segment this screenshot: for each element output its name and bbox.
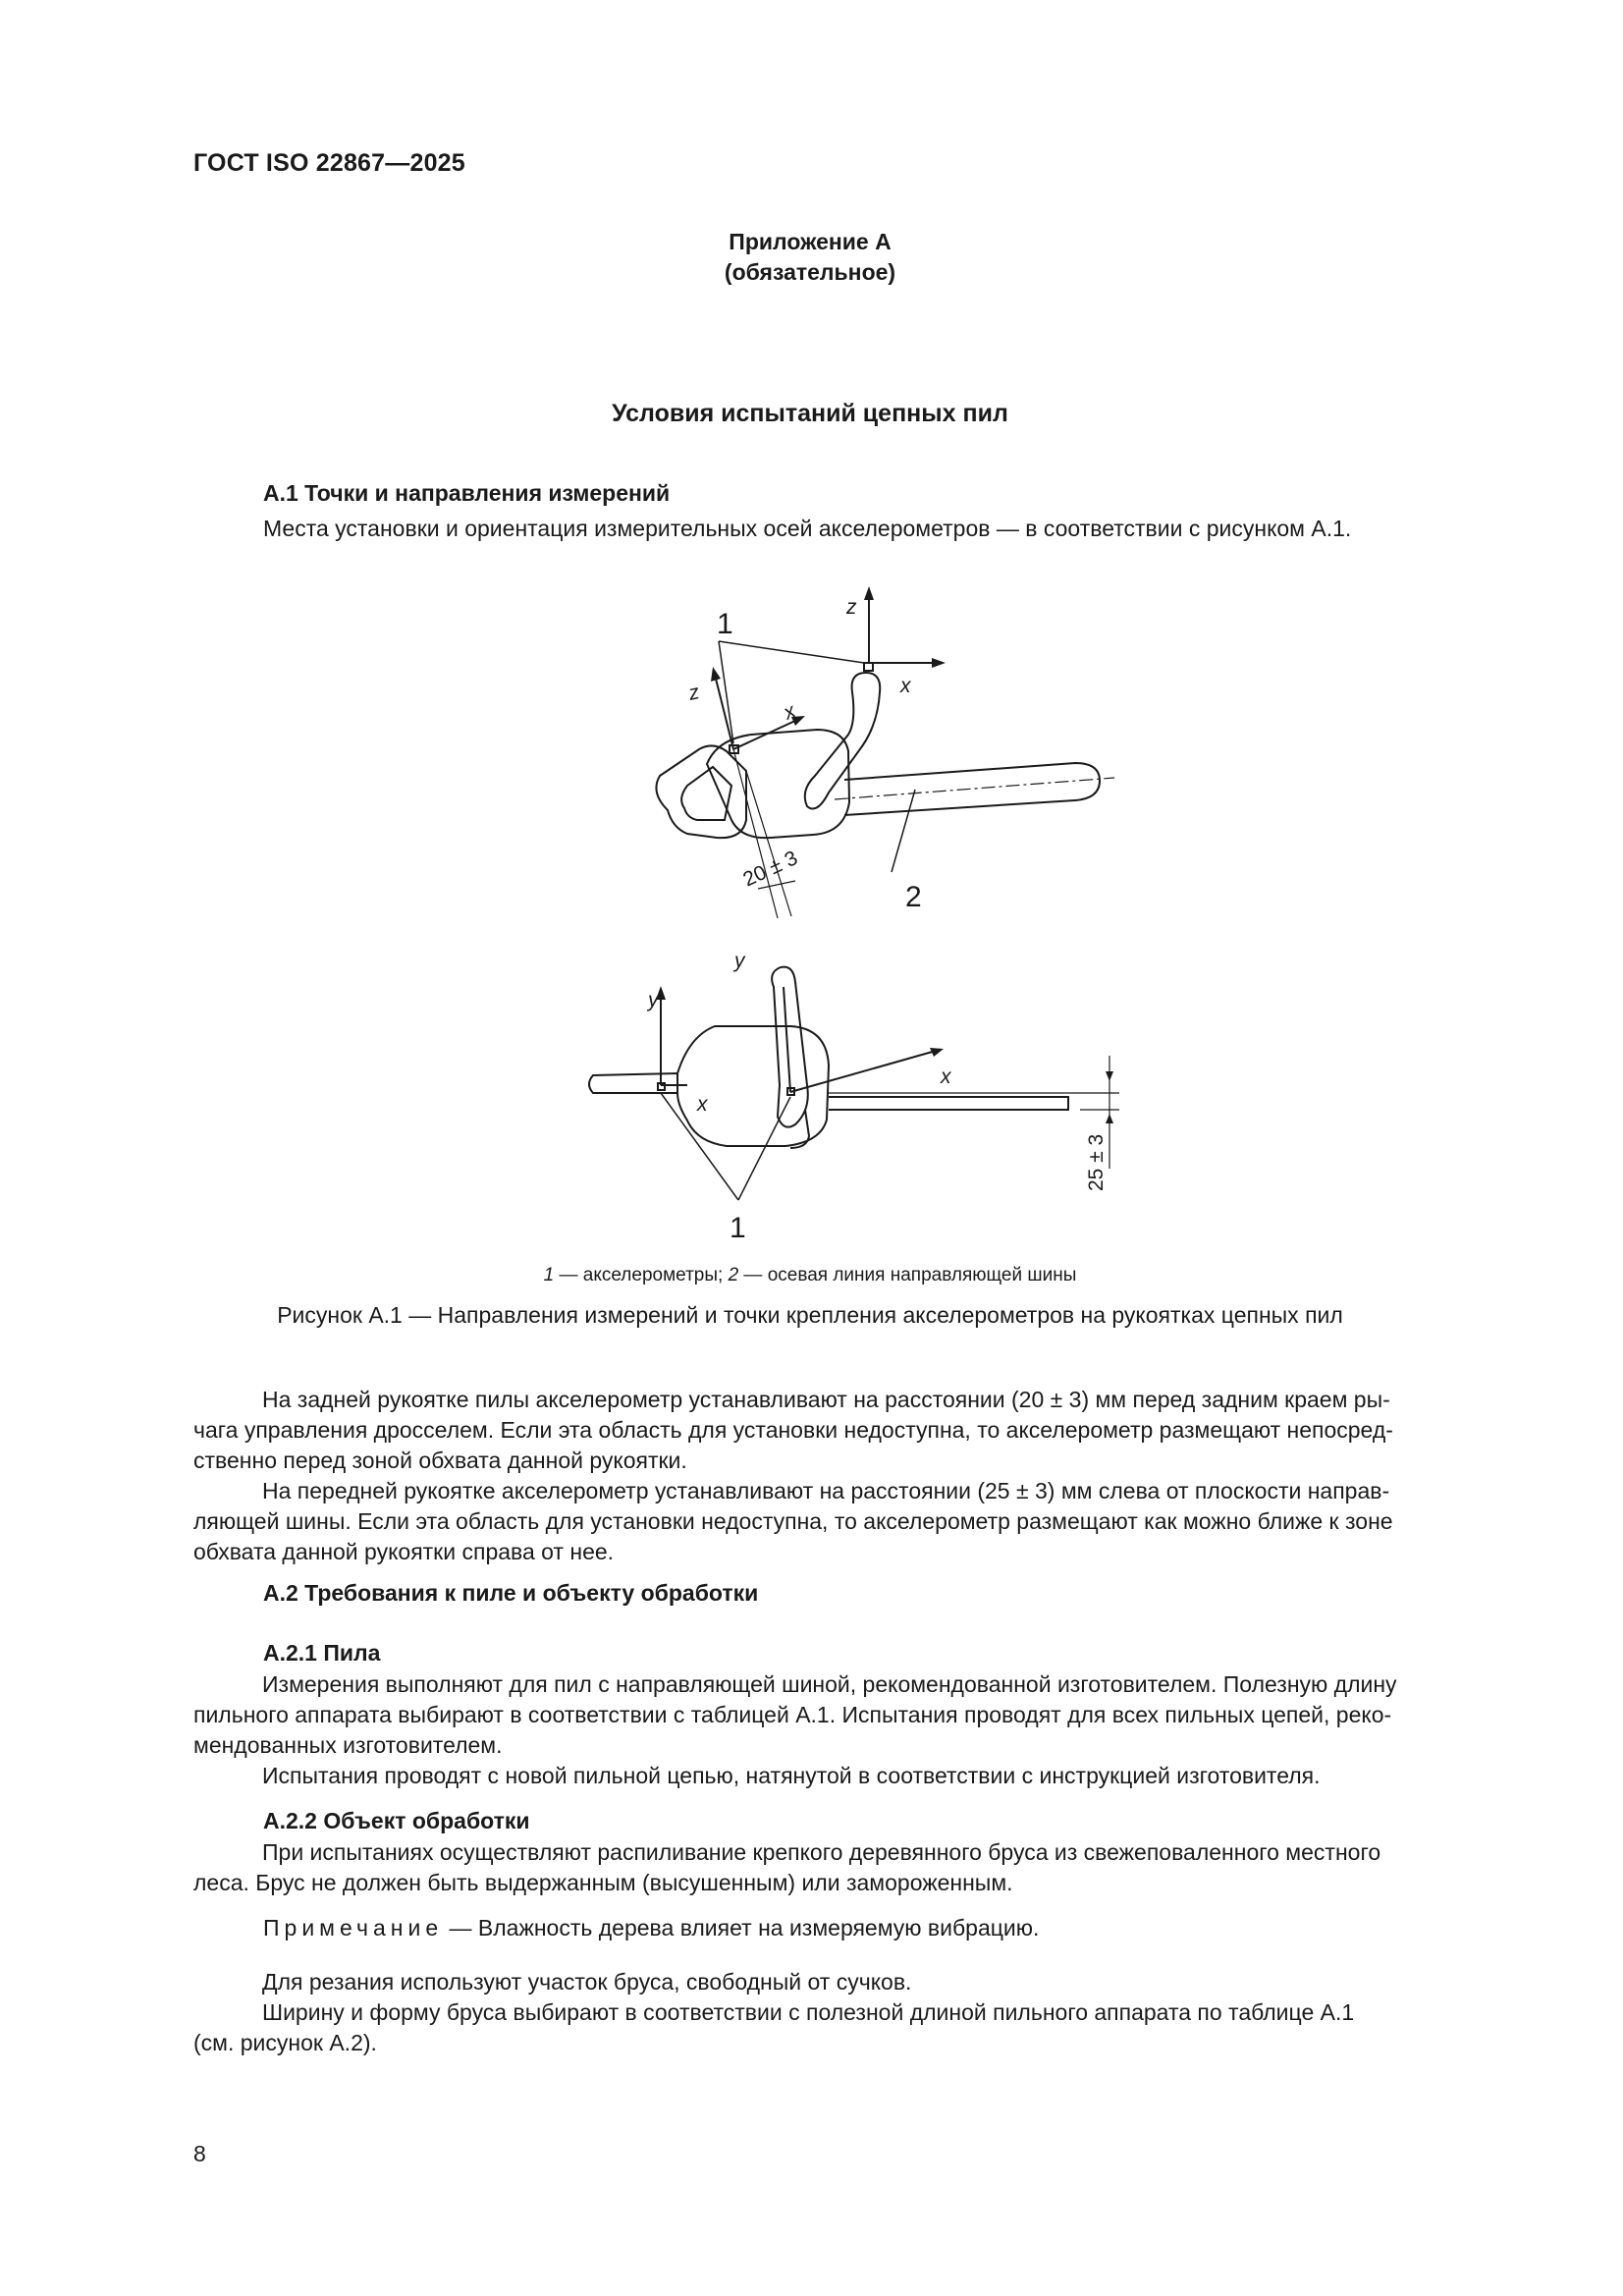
guide-bar	[844, 763, 1100, 815]
axis-y-top: y	[734, 950, 745, 972]
legend-num-1: 1	[543, 1265, 555, 1285]
note	[263, 1913, 1039, 1943]
axis-x-top: x	[900, 675, 911, 697]
callout-2: 2	[905, 881, 922, 913]
axis-y-left: y	[648, 989, 659, 1011]
a21-line1: Измерения выполняют для пил с направляющей шиной, рекомендованной изготовителем. Полезную длину	[262, 1671, 1397, 1697]
paragraph-rear-handle	[193, 1385, 1427, 1476]
saw-body-top	[677, 1026, 829, 1146]
a21-line4: Испытания проводят с новой пильной цепью, натянутой в соответствии с инструкцией изготовителя.	[262, 1763, 1321, 1788]
accelerometer-front	[864, 663, 873, 671]
bar-centerline	[835, 778, 1114, 799]
note-text: — Влажность дерева влияет на измеряемую вибрацию.	[443, 1915, 1040, 1941]
page-number: 8	[193, 2141, 206, 2166]
para1-line3: ственно перед зоной обхвата данной рукоятки.	[193, 1448, 687, 1473]
note-label: Примечание	[263, 1915, 444, 1941]
paragraph-saw	[193, 1669, 1427, 1791]
a1-heading: А.1 Точки и направления измерений	[263, 480, 671, 506]
figure-caption: Рисунок А.1 — Направления измерений и точки крепления акселерометров на рукоятках цепных пил	[277, 1302, 1343, 1328]
legend-text-2: — осевая линия направляющей шины	[738, 1265, 1077, 1285]
a21-line2: пильного аппарата выбирают в соответствии с таблицей А.1. Испытания проводят для всех пильных цепей, реко-	[193, 1702, 1392, 1727]
para2-line2: ляющей шины. Если эта область для установки недоступна, то акселерометр размещают как можно ближе к зоне	[193, 1508, 1393, 1534]
annex-title: Приложение А	[729, 229, 892, 254]
figure-legend	[193, 1265, 1427, 1286]
annex-status: (обязательное)	[724, 259, 896, 285]
a22-line1: При испытаниях осуществляют распиливание крепкого деревянного бруса из свежеповаленного местного	[262, 1839, 1381, 1865]
a2-heading: А.2 Требования к пиле и объекту обработки	[263, 1580, 759, 1606]
a21-line3: мендованных изготовителем.	[193, 1732, 503, 1758]
axis-z-left: z	[686, 681, 702, 705]
axis-x-lower-left: x	[697, 1093, 708, 1116]
standard-header: ГОСТ ISO 22867—2025	[193, 149, 465, 177]
paragraph-workpiece	[193, 1837, 1427, 1898]
figure-a1	[550, 574, 1139, 1252]
front-handle-top	[772, 967, 808, 1127]
axis-x-lower-right: x	[941, 1066, 951, 1088]
callout-1-bottom: 1	[730, 1212, 746, 1244]
guide-bar-top	[829, 1097, 1068, 1110]
dimension-20: 20 ± 3	[739, 847, 801, 892]
legend-num-2: 2	[728, 1265, 739, 1285]
axis-x-handle: x	[780, 699, 799, 725]
a1-intro: Места установки и ориентация измерительных осей акселерометров — в соответствии с рисунком А.1.	[263, 516, 1352, 541]
axis-z-top: z	[846, 596, 857, 619]
legend-text-1: — акселерометры;	[554, 1265, 729, 1285]
section-title: Условия испытаний цепных пил	[612, 400, 1008, 427]
a22-line3: Для резания используют участок бруса, свободный от сучков.	[262, 1969, 912, 1995]
para2-line1: На передней рукоятке акселерометр устанавливают на расстоянии (25 ± 3) мм слева от плоскости направ-	[262, 1478, 1390, 1503]
dimension-25: 25 ± 3	[1085, 1133, 1108, 1191]
a22-line2: леса. Брус не должен быть выдержанным (высушенным) или замороженным.	[193, 1870, 1013, 1895]
a22-heading: А.2.2 Объект обработки	[263, 1808, 530, 1833]
a22-line4: Ширину и форму бруса выбирают в соответствии с полезной длиной пильного аппарата по таблице А.1	[262, 1999, 1355, 2025]
a21-heading: А.2.1 Пила	[263, 1640, 381, 1666]
callout-1-top: 1	[717, 608, 733, 640]
paragraph-knots	[193, 1967, 1427, 2058]
a22-line5: (см. рисунок А.2).	[193, 2030, 377, 2055]
para2-line3: обхвата данной рукоятки справа от нее.	[193, 1539, 615, 1564]
paragraph-front-handle	[193, 1476, 1427, 1567]
para1-line1: На задней рукоятке пилы акселерометр устанавливают на расстоянии (20 ± 3) мм перед задним краем ры-	[262, 1387, 1390, 1412]
para1-line2: чага управления дросселем. Если эта область для установки недоступна, то акселерометр размещают непосред-	[193, 1417, 1393, 1443]
front-handle	[812, 676, 862, 795]
